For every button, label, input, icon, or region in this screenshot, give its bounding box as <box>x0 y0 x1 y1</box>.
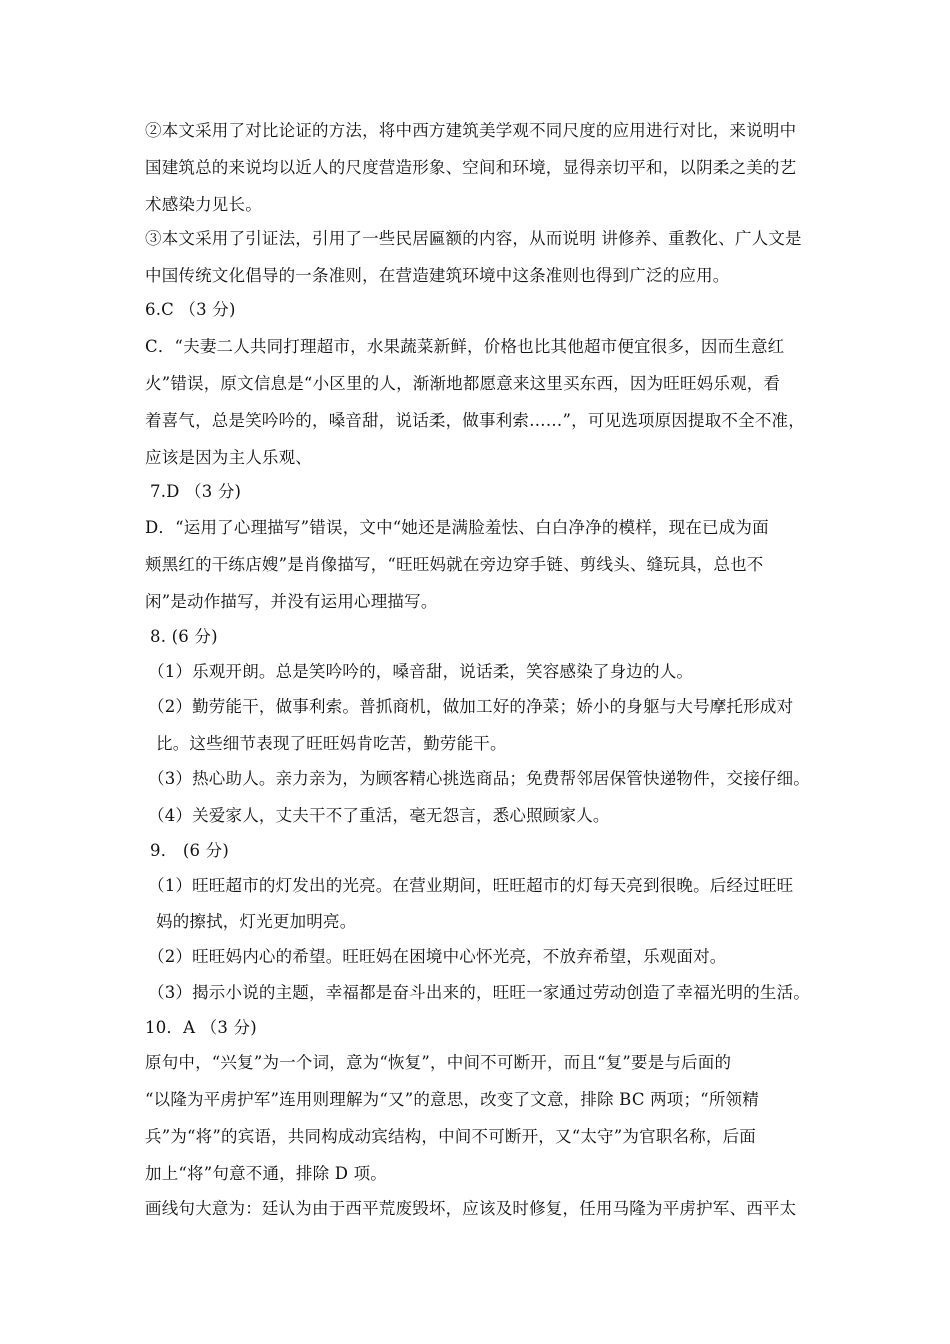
text-line: D．“运用了心理描写”错误，文中“她还是满脸羞怯、白白净净的模样，现在已成为面 <box>145 518 769 537</box>
answer-heading: 10．A （3 分) <box>145 1018 257 1037</box>
text-line: 国建筑总的来说均以近人的尺度营造形象、空间和环境，显得亲切平和，以阴柔之美的艺 <box>145 158 797 177</box>
list-item: （2）旺旺妈内心的希望。旺旺妈在困境中心怀光亮，不放弃希望，乐观面对。 <box>148 947 727 966</box>
text-line: 画线句大意为：廷认为由于西平荒废毁坏，应该及时修复，任用马隆为平虏护军、西平太 <box>145 1199 797 1218</box>
text-line: 妈的擦拭，灯光更加明亮。 <box>156 912 357 931</box>
list-item: （3）揭示小说的主题，幸福都是奋斗出来的，旺旺一家通过劳动创造了幸福光明的生活。 <box>148 983 810 1002</box>
text-line: 着喜气，总是笑吟吟的，嗓音甜，说话柔，做事利索……”，可见选项原因提取不全不准， <box>145 411 805 430</box>
text-line: 火”错误，原文信息是“小区里的人，渐渐地都愿意来这里买东西，因为旺旺妈乐观，看 <box>145 374 781 393</box>
list-item: （2）勤劳能干，做事利索。普抓商机，做加工好的净菜；娇小的身躯与大号摩托形成对 <box>148 697 794 716</box>
list-item: （1）乐观开朗。总是笑吟吟的，嗓音甜，说话柔，笑容感染了身边的人。 <box>148 662 694 681</box>
list-item: （4）关爱家人，丈夫干不了重活，毫无怨言，悉心照顾家人。 <box>148 806 610 825</box>
answer-heading: 6.C （3 分) <box>145 300 236 319</box>
text-line: 比。这些细节表现了旺旺妈肯吃苦，勤劳能干。 <box>156 734 507 753</box>
answer-heading: 9． (6 分) <box>150 841 229 860</box>
answer-heading: 8. (6 分) <box>150 627 218 646</box>
text-line: 应该是因为主人乐观、 <box>145 448 312 467</box>
text-line: 颊黑红的干练店嫂”是肖像描写，“旺旺妈就在旁边穿手链、剪线头、缝玩具，总也不 <box>145 555 764 574</box>
text-line: 兵”为“将”的宾语，共同构成动宾结构，中间不可断开，又“太守”为官职名称，后面 <box>145 1127 756 1146</box>
answer-heading: 7.D （3 分) <box>150 482 242 501</box>
list-item: （1）旺旺超市的灯发出的光亮。在营业期间，旺旺超市的灯每天亮到很晚。后经过旺旺 <box>148 876 794 895</box>
list-item: （3）热心助人。亲力亲为，为顾客精心挑选商品；免费帮邻居保管快递物件，交接仔细。 <box>148 769 810 788</box>
text-line: 术感染力见长。 <box>145 195 262 214</box>
text-line: 闲”是动作描写，并没有运用心理描写。 <box>145 592 438 611</box>
text-line: “以隆为平虏护军”连用则理解为“又”的意思，改变了文意，排除 BC 两项；“所领精 <box>145 1090 759 1109</box>
text-line: 加上“将”句意不通，排除 D 项。 <box>145 1164 387 1183</box>
text-line: ③本文采用了引证法，引用了一些民居匾额的内容，从而说明 讲修养、重教化、广人文是 <box>145 229 802 248</box>
text-line: C．“夫妻二人共同打理超市，水果蔬菜新鲜，价格也比其他超市便宜很多，因而生意红 <box>145 337 785 356</box>
text-line: 中国传统文化倡导的一条准则，在营造建筑环境中这条准则也得到广泛的应用。 <box>145 266 730 285</box>
text-line: ②本文采用了对比论证的方法，将中西方建筑美学观不同尺度的应用进行对比，来说明中 <box>145 121 797 140</box>
text-line: 原句中，“兴复”为一个词，意为“恢复”，中间不可断开，而且“复”要是与后面的 <box>145 1053 732 1072</box>
